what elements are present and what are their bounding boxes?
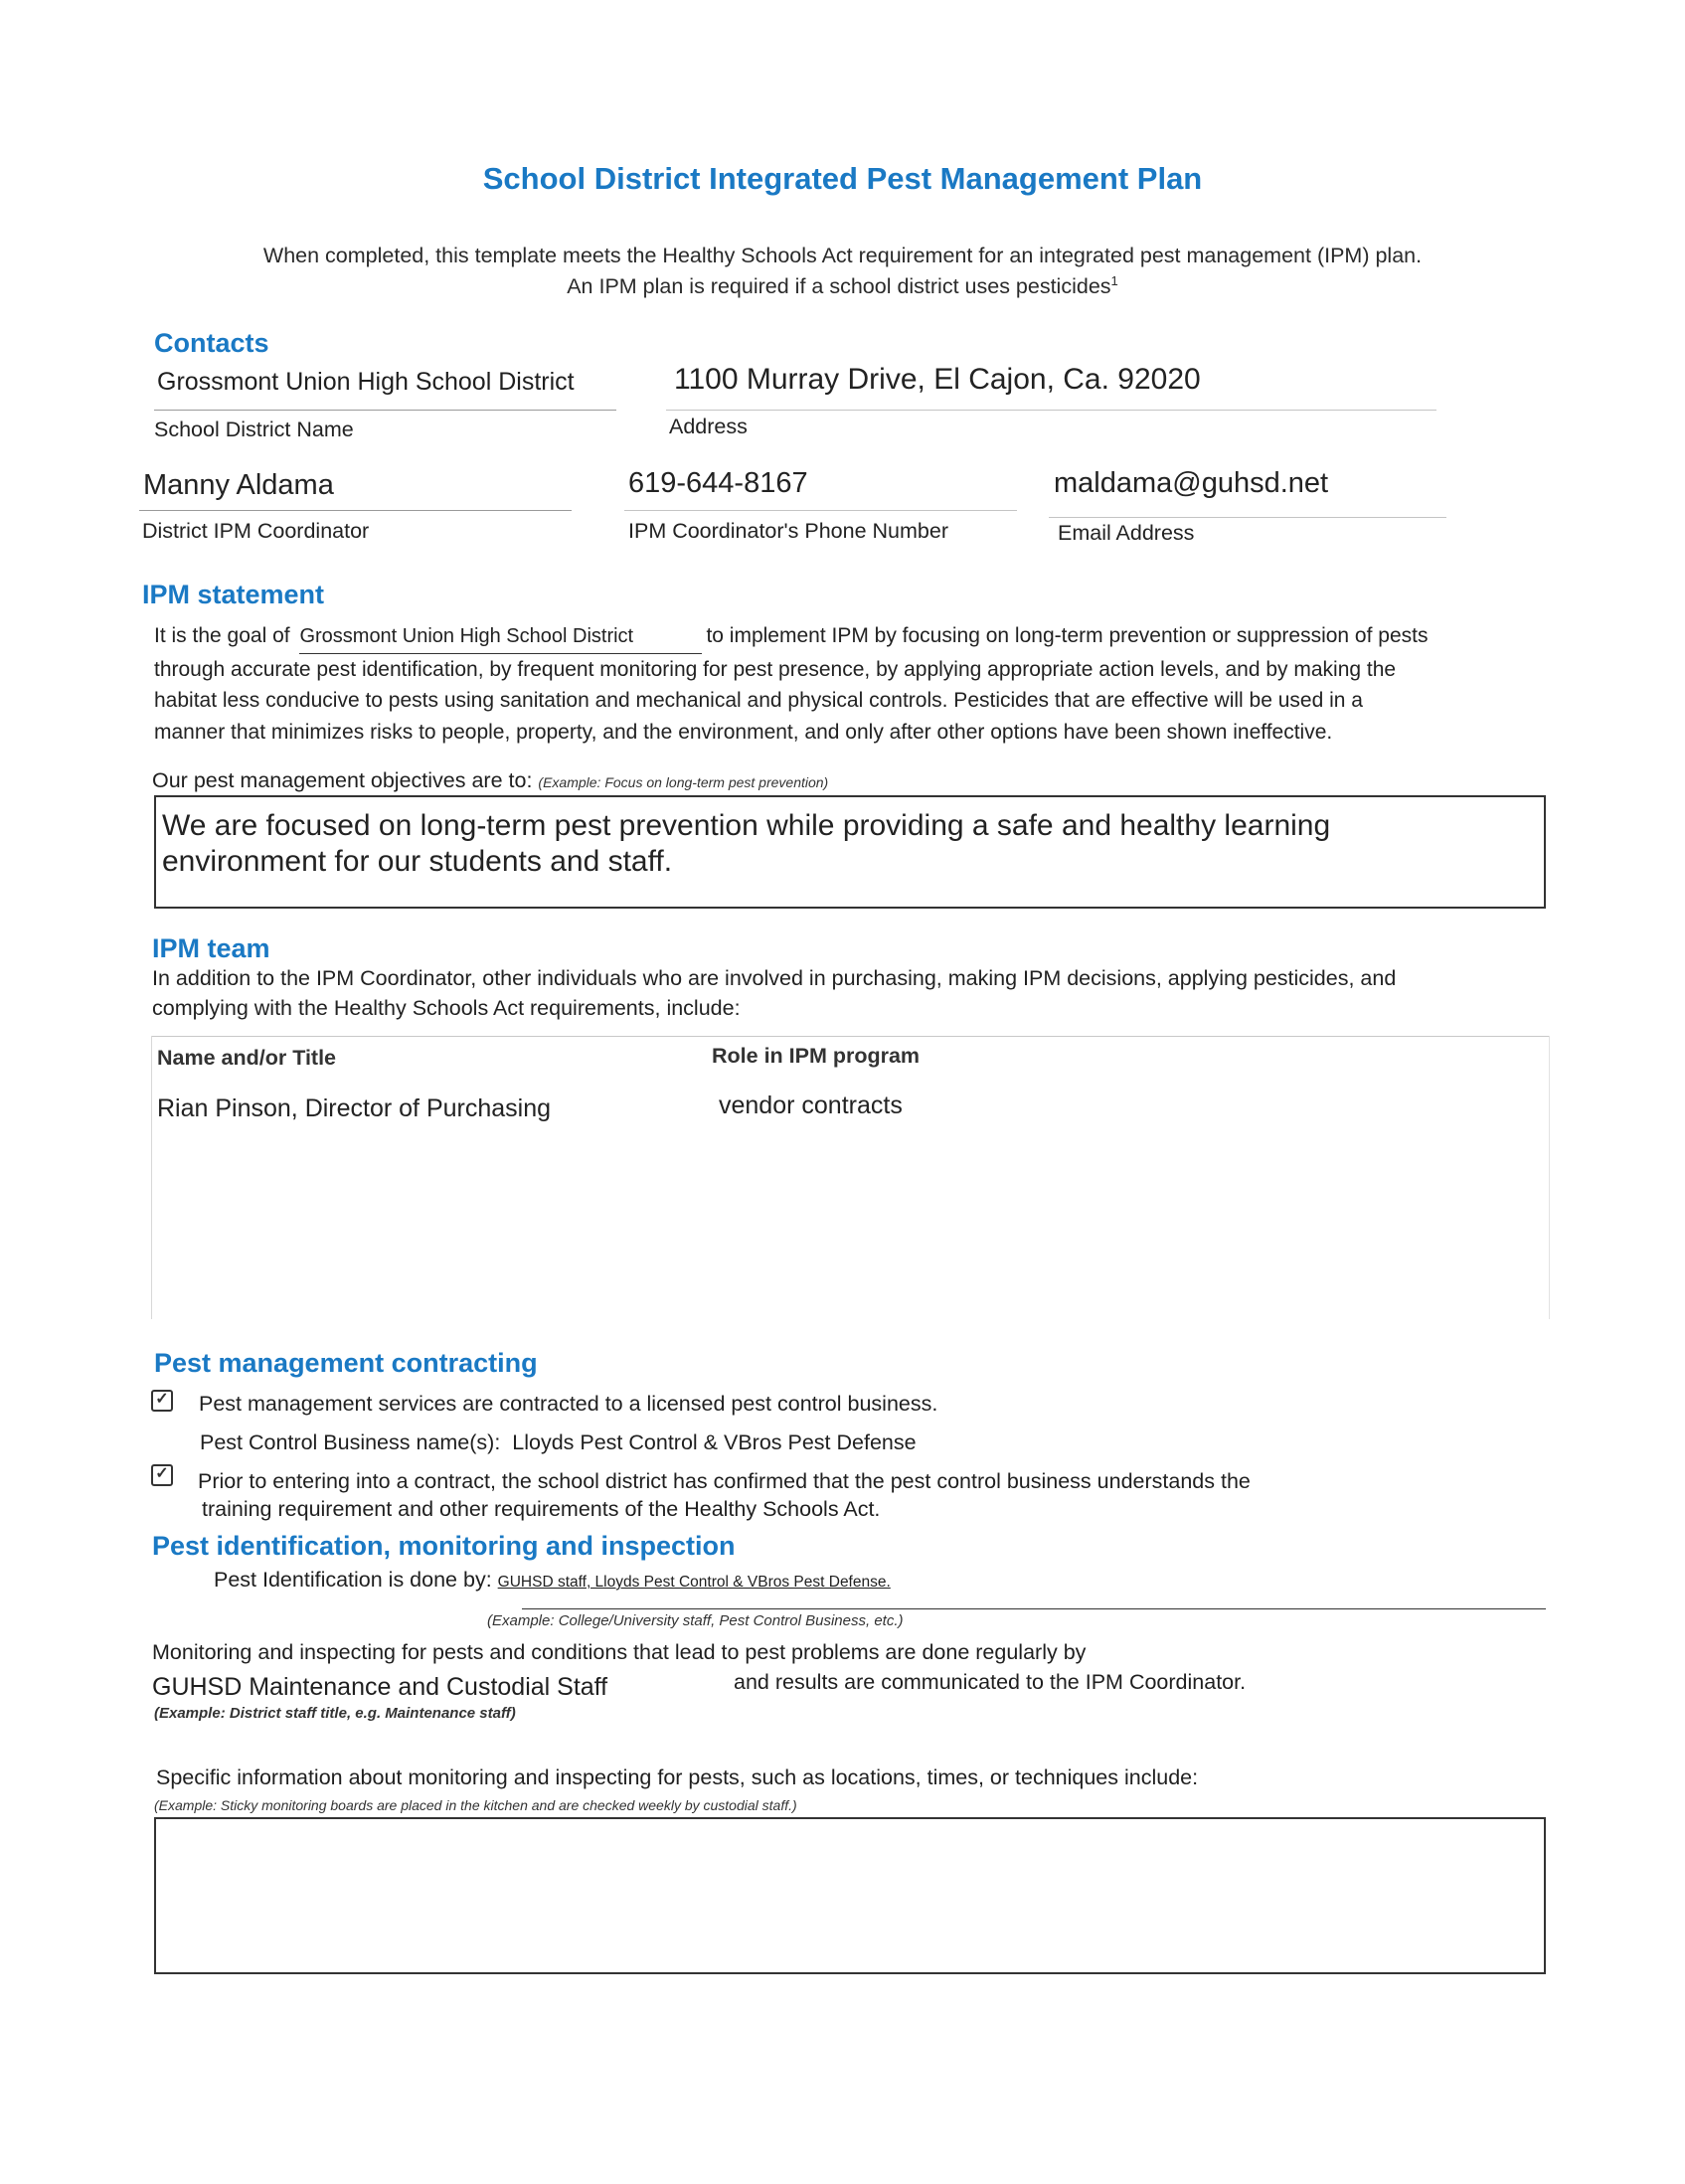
intro-line-1: When completed, this template meets the Healthy Schools Act requirement for an integrated pest management (IPM) plan. [262, 244, 1423, 267]
ipm-statement-heading: IPM statement [142, 580, 325, 609]
address-label: Address [669, 415, 748, 438]
phone-value[interactable]: 619-644-8167 [628, 467, 808, 499]
id-line [522, 1608, 1546, 1609]
objectives-text-line-2: environment for our students and staff. [162, 845, 673, 878]
ipm-statement-line-2: through accurate pest identification, by frequent monitoring for pest presence, by applying appropriate action levels, and by making the [154, 657, 1397, 681]
objectives-label-row [152, 768, 828, 793]
confirmed-checkbox[interactable]: ✓ [151, 1464, 173, 1486]
ipm-team-intro-line-2: complying with the Healthy Schools Act requirements, include: [152, 996, 741, 1020]
ipm-team-table [151, 1036, 1550, 1319]
intro-line-2-text: An IPM plan is required if a school district uses pesticides [567, 274, 1111, 299]
ipm-team-heading: IPM team [152, 933, 270, 963]
confirmed-text-line-2: training requirement and other requirements of the Healthy Schools Act. [202, 1497, 881, 1521]
identification-heading: Pest identification, monitoring and inspection [152, 1531, 736, 1561]
business-label: Pest Control Business name(s): [200, 1430, 501, 1454]
email-label: Email Address [1058, 521, 1195, 545]
col-header-name: Name and/or Title [157, 1046, 337, 1070]
specific-example: (Example: Sticky monitoring boards are placed in the kitchen and are checked weekly by custodial staff.) [154, 1797, 797, 1813]
monitor-example: (Example: District staff title, e.g. Maintenance staff) [154, 1705, 516, 1722]
confirmed-text-line-1: Prior to entering into a contract, the school district has confirmed that the pest control business understands the [198, 1469, 1251, 1493]
ipm-team-table-top-rule [152, 1036, 1549, 1037]
ipm-statement-prefix: It is the goal of [154, 624, 290, 647]
phone-label: IPM Coordinator's Phone Number [628, 519, 948, 543]
ipm-statement-line1-rest: to implement IPM by focusing on long-term prevention or suppression of pests [706, 624, 1429, 647]
team-row-name[interactable]: Rian Pinson, Director of Purchasing [157, 1094, 552, 1122]
contracted-text: Pest management services are contracted to a licensed pest control business. [199, 1392, 938, 1416]
monitor-rest: and results are communicated to the IPM Coordinator. [734, 1670, 1247, 1694]
objectives-example: (Example: Focus on long-term pest prevention) [538, 774, 829, 790]
ipm-statement-district-field[interactable]: Grossmont Union High School District [299, 621, 702, 654]
ipm-team-intro [152, 963, 1396, 1023]
ipm-statement-paragraph [154, 620, 1546, 748]
phone-line [624, 510, 1017, 511]
email-line [1049, 517, 1446, 518]
contracting-heading: Pest management contracting [154, 1348, 538, 1378]
ipm-statement-line-3: habitat less conducive to pests using sanitation and mechanical and physical controls. Pesticides that are effective will be used in a [154, 689, 1363, 712]
page-title: School District Integrated Pest Management Plan [482, 161, 1203, 196]
objectives-text [162, 808, 1330, 880]
district-name-line [154, 410, 616, 411]
col-header-role: Role in IPM program [712, 1044, 921, 1068]
id-label: Pest Identification is done by: [214, 1568, 492, 1592]
footnote-mark: 1 [1110, 273, 1118, 288]
business-value[interactable]: Lloyds Pest Control & VBros Pest Defense [512, 1430, 917, 1454]
coordinator-label: District IPM Coordinator [142, 519, 370, 543]
coordinator-line [139, 510, 572, 511]
coordinator-value[interactable]: Manny Aldama [143, 469, 334, 501]
specific-label: Specific information about monitoring and inspecting for pests, such as locations, times, or techniques include: [156, 1765, 1199, 1789]
id-example: (Example: College/University staff, Pest Control Business, etc.) [487, 1612, 904, 1629]
intro-line-2 [0, 273, 1685, 299]
objectives-text-line-1: We are focused on long-term pest prevention while providing a safe and healthy learning [162, 809, 1331, 842]
monitor-value[interactable]: GUHSD Maintenance and Custodial Staff [152, 1673, 608, 1701]
specific-textbox[interactable] [154, 1817, 1546, 1974]
id-row [214, 1568, 891, 1593]
district-name-label: School District Name [154, 418, 354, 441]
team-row-role[interactable]: vendor contracts [719, 1092, 903, 1119]
objectives-textbox[interactable] [154, 795, 1546, 909]
ipm-statement-line-4: manner that minimizes risks to people, property, and the environment, and only after other options have been shown ineffective. [154, 720, 1333, 744]
ipm-team-intro-line-1: In addition to the IPM Coordinator, other individuals who are involved in purchasing, making IPM decisions, applying pesticides, and [152, 966, 1397, 990]
email-value[interactable]: maldama@guhsd.net [1054, 467, 1329, 499]
district-name-value[interactable]: Grossmont Union High School District [157, 368, 575, 396]
ipm-statement-line-1 [154, 620, 1546, 654]
objectives-label: Our pest management objectives are to: [152, 768, 533, 792]
contacts-heading: Contacts [154, 328, 269, 358]
business-row [200, 1430, 917, 1455]
monitor-line: Monitoring and inspecting for pests and conditions that lead to pest problems are done regularly by [152, 1640, 1087, 1664]
address-value[interactable]: 1100 Murray Drive, El Cajon, Ca. 92020 [674, 363, 1201, 396]
contracted-checkbox[interactable]: ✓ [151, 1390, 173, 1412]
id-value[interactable]: GUHSD staff, Lloyds Pest Control & VBros Pest Defense. [497, 1574, 891, 1591]
confirmed-text [198, 1467, 1251, 1523]
address-line [666, 410, 1436, 411]
